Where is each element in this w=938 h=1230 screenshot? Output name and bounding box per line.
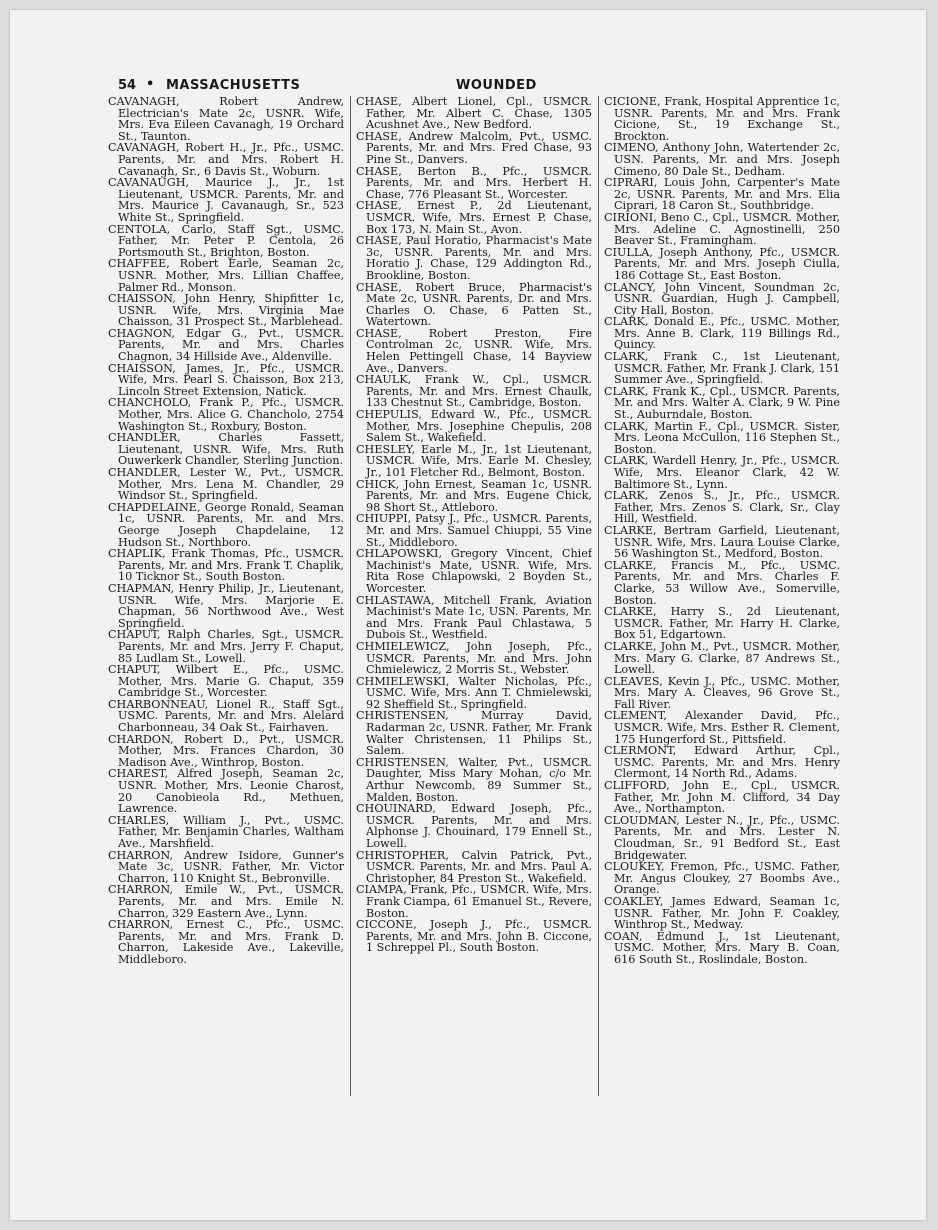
column-divider [350, 96, 351, 1096]
list-item: CHASE, Ernest P., 2d Lieutenant, USMCR. Wife, Mrs. Ernest P. Chase, Box 173, N. Main St., Avon. [356, 199, 592, 236]
list-item: CLARK, Wardell Henry, Jr., Pfc., USMCR. Wife, Mrs. Eleanor Clark, 42 W. Baltimore St., Lynn. [604, 454, 840, 491]
page-number: 54 [118, 78, 137, 93]
list-item: CHRISTENSEN, Walter, Pvt., USMCR. Daughter, Miss Mary Mohan, c/o Mr. Arthur Newcomb, 89 Summer St., Malden, Boston. [356, 755, 592, 804]
list-item: CHESLEY, Earle M., Jr., 1st Lieutenant, USMCR. Wife, Mrs. Earle M. Chesley, Jr., 101 Fletcher Rd., Belmont, Boston. [356, 442, 592, 479]
list-item: CAVANAGH, Robert H., Jr., Pfc., USMC. Parents, Mr. and Mrs. Robert H. Cavanagh, Sr., 6 Davis St., Woburn. [108, 141, 344, 178]
list-item: CHOUINARD, Edward Joseph, Pfc., USMCR. Parents, Mr. and Mrs. Alphonse J. Chouinard, 179 Ennell St., Lowell. [356, 802, 592, 850]
column-3 [604, 96, 840, 1100]
list-item: CHAPDELAINE, George Ronald, Seaman 1c, USNR. Parents, Mr. and Mrs. George Joseph Chapdelaine, 12 Hudson St., Northboro. [108, 500, 344, 549]
list-item: CLARKE, Francis M., Pfc., USMC. Parents, Mr. and Mrs. Charles F. Clarke, 53 Willow Ave., Somerville, Boston. [604, 558, 840, 607]
list-item: CIAMPA, Frank, Pfc., USMCR. Wife, Mrs. Frank Ciampa, 61 Emanuel St., Revere, Boston. [356, 883, 592, 920]
section-title: WOUNDED [456, 78, 537, 93]
list-item: CHIUPPI, Patsy J., Pfc., USMCR. Parents, Mr. and Mrs. Samuel Chiuppi, 55 Vine St., Middleboro. [356, 512, 592, 549]
list-item: CLARKE, Bertram Garfield, Lieutenant, USNR. Wife, Mrs. Laura Louise Clarke, 56 Washington St., Medford, Boston. [604, 523, 840, 561]
list-item: CLEMENT, Alexander David, Pfc., USMCR. Wife, Mrs. Esther R. Clement, 175 Hungerford St., Pittsfield. [604, 709, 840, 746]
header-bullet: • [146, 77, 155, 92]
list-item: CHASE, Berton B., Pfc., USMCR. Parents, Mr. and Mrs. Herbert H. Chase, 776 Pleasant St., Worcester. [356, 164, 592, 201]
list-item: CHASE, Robert Preston, Fire Controlman 2c, USNR. Wife, Mrs. Helen Pettingell Chase, 14 Bayview Ave., Danvers. [356, 326, 592, 375]
list-item: CHAPUT, Wilbert E., Pfc., USMC. Mother, Mrs. Marie G. Chaput, 359 Cambridge St., Worcester. [108, 663, 344, 700]
page-header [118, 78, 858, 98]
list-item: CLANCY, John Vincent, Soundman 2c, USNR. Guardian, Hugh J. Campbell, City Hall, Boston. [604, 280, 840, 317]
list-item: CHEPULIS, Edward W., Pfc., USMCR. Mother, Mrs. Josephine Chepulis, 208 Salem St., Wakefield. [356, 408, 592, 445]
column-1 [108, 96, 344, 1100]
list-item: CICIONE, Frank, Hospital Apprentice 1c, USNR. Parents, Mr. and Mrs. Frank Cicione, St., 19 Exchange St., Brockton. [604, 96, 840, 143]
list-item: CLARK, Frank K., Cpl., USMCR. Parents, Mr. and Mrs. Walter A. Clark, 9 W. Pine St., Auburndale, Boston. [604, 384, 840, 422]
list-item: CHAISSON, John Henry, Shipfitter 1c, USNR. Wife, Mrs. Virginia Mae Chaisson, 31 Prospect St., Marblehead. [108, 292, 344, 329]
list-item: CLERMONT, Edward Arthur, Cpl., USMC. Parents, Mr. and Mrs. Henry Clermont, 14 North Rd., Adams. [604, 744, 840, 781]
list-item: CHARDON, Robert D., Pvt., USMCR. Mother, Mrs. Frances Chardon, 30 Madison Ave., Winthrop, Boston. [108, 732, 344, 769]
list-item: CHAPLIK, Frank Thomas, Pfc., USMCR. Parents, Mr. and Mrs. Frank T. Chaplik, 10 Ticknor St., South Boston. [108, 547, 344, 584]
list-item: CLARK, Frank C., 1st Lieutenant, USMCR. Father, Mr. Frank J. Clark, 151 Summer Ave., Springfield. [604, 350, 840, 387]
list-item: CHLAPOWSKI, Gregory Vincent, Chief Machinist's Mate, USNR. Wife, Mrs. Rita Rose Chlapowski, 2 Boyden St., Worcester. [356, 547, 592, 595]
list-item: CLEAVES, Kevin J., Pfc., USMC. Mother, Mrs. Mary A. Cleaves, 96 Grove St., Fall River. [604, 674, 840, 711]
list-item: CHARRON, Ernest C., Pfc., USMC. Parents, Mr. and Mrs. Frank D. Charron, Lakeside Ave., Lakeville, Middleboro. [108, 918, 344, 966]
list-item: CHMIELEWICZ, John Joseph, Pfc., USMCR. Parents, Mr. and Mrs. John Chmielewicz, 2 Morris St., Webster. [356, 639, 592, 677]
list-item: CHARLES, William J., Pvt., USMC. Father, Mr. Benjamin Charles, Waltham Ave., Marshfield. [108, 813, 344, 850]
list-item: CLARKE, Harry S., 2d Lieutenant, USMCR. Father, Mr. Harry H. Clarke, Box 51, Edgartown. [604, 605, 840, 642]
list-item: CHRISTENSEN, Murray David, Radarman 2c, USNR. Father, Mr. Frank Walter Christensen, 11 Philips St., Salem. [356, 709, 592, 758]
list-item: CHASE, Robert Bruce, Pharmacist's Mate 2c, USNR. Parents, Dr. and Mrs. Charles O. Chase, 6 Patten St., Watertown. [356, 280, 592, 329]
list-item: CLOUDMAN, Lester N., Jr., Pfc., USMC. Parents, Mr. and Mrs. Lester N. Cloudman, Sr., 91 Bedford St., East Bridgewater. [604, 813, 840, 862]
state-title: MASSACHUSETTS [166, 78, 301, 93]
list-item: CHICK, John Ernest, Seaman 1c, USNR. Parents, Mr. and Mrs. Eugene Chick, 98 Short St., Attleboro. [356, 477, 592, 514]
list-item: CAVANAGH, Robert Andrew, Electrician's Mate 2c, USNR. Wife, Mrs. Eva Eileen Cavanagh, 19 Orchard St., Taunton. [108, 96, 344, 143]
list-item: CHMIELEWSKI, Walter Nicholas, Pfc., USMC. Wife, Mrs. Ann T. Chmielewski, 92 Sheffield St., Springfield. [356, 674, 592, 711]
list-item: CICCONE, Joseph J., Pfc., USMCR. Parents, Mr. and Mrs. John B. Ciccone, 1 Schreppel Pl., South Boston. [356, 918, 592, 955]
list-item: CHARRON, Emile W., Pvt., USMCR. Parents, Mr. and Mrs. Emile N. Charron, 329 Eastern Ave., Lynn. [108, 883, 344, 920]
list-item: CHAGNON, Edgar G., Pvt., USMCR. Parents, Mr. and Mrs. Charles Chagnon, 34 Hillside Ave., Aldenville. [108, 326, 344, 364]
list-item: CLARK, Zenos S., Jr., Pfc., USMCR. Father, Mrs. Zenos S. Clark, Sr., Clay Hill, Westfield. [604, 489, 840, 526]
list-item: CLOUKEY, Fremon, Pfc., USMC. Father, Mr. Angus Cloukey, 27 Boombs Ave., Orange. [604, 860, 840, 897]
list-item: CHARRON, Andrew Isidore, Gunner's Mate 3c, USNR. Father, Mr. Victor Charron, 110 Knight St., Bebronville. [108, 848, 344, 885]
list-item: CHAFFEE, Robert Earle, Seaman 2c, USNR. Mother, Mrs. Lillian Chaffee, Palmer Rd., Monson. [108, 257, 344, 294]
column-divider [598, 96, 599, 1096]
list-item: CHASE, Andrew Malcolm, Pvt., USMC. Parents, Mr. and Mrs. Fred Chase, 93 Pine St., Danvers. [356, 129, 592, 166]
list-item: CHAISSON, James, Jr., Pfc., USMCR. Wife, Mrs. Pearl S. Chaisson, Box 213, Lincoln Street Extension, Natick. [108, 361, 344, 398]
list-item: CHASE, Paul Horatio, Pharmacist's Mate 3c, USNR. Parents, Mr. and Mrs. Horatio J. Chase, 129 Addington Rd., Brookline, Boston. [356, 234, 592, 282]
list-item: CLIFFORD, John E., Cpl., USMCR. Father, Mr. John M. Clifford, 34 Day Ave., Northampton. [604, 779, 840, 816]
list-item: CLARK, Martin F., Cpl., USMCR. Sister, Mrs. Leona McCullon, 116 Stephen St., Boston. [604, 419, 840, 456]
list-item: CHRISTOPHER, Calvin Patrick, Pvt., USMCR. Parents, Mr. and Mrs. Paul A. Christopher, 84 Preston St., Wakefield. [356, 848, 592, 885]
list-item: CHASE, Albert Lionel, Cpl., USMCR. Father, Mr. Albert C. Chase, 1305 Acushnet Ave., New Bedford. [356, 96, 592, 132]
list-item: CHAREST, Alfred Joseph, Seaman 2c, USNR. Mother, Mrs. Leonie Charost, 20 Canobieola Rd., Methuen, Lawrence. [108, 767, 344, 816]
list-item: CLARKE, John M., Pvt., USMCR. Mother, Mrs. Mary G. Clarke, 87 Andrews St., Lowell. [604, 639, 840, 677]
list-item: COAN, Edmund J., 1st Lieutenant, USMC. Mother, Mrs. Mary B. Coan, 616 South St., Roslindale, Boston. [604, 929, 840, 966]
list-item: CHARBONNEAU, Lionel R., Staff Sgt., USMC. Parents, Mr. and Mrs. Alelard Charbonneau, 34 Oak St., Fairhaven. [108, 697, 344, 735]
list-item: COAKLEY, James Edward, Seaman 1c, USNR. Father, Mr. John F. Coakley, Winthrop St., Medway. [604, 894, 840, 932]
list-item: CENTOLA, Carlo, Staff Sgt., USMC. Father, Mr. Peter P. Centola, 26 Portsmouth St., Brighton, Boston. [108, 222, 344, 259]
list-item: CIRIONI, Beno C., Cpl., USMCR. Mother, Mrs. Adeline C. Agnostinelli, 250 Beaver St., Framingham. [604, 210, 840, 248]
list-item: CIPRARI, Louis John, Carpenter's Mate 2c, USNR. Parents, Mr. and Mrs. Elia Ciprari, 18 Caron St., Southbridge. [604, 176, 840, 213]
list-item: CHLASTAWA, Mitchell Frank, Aviation Machinist's Mate 1c, USN. Parents, Mr. and Mrs. Frank Paul Chlastawa, 5 Dubois St., Westfield. [356, 593, 592, 642]
list-item: CHANCHOLO, Frank P., Pfc., USMCR. Mother, Mrs. Alice G. Chancholo, 2754 Washington St., Roxbury, Boston. [108, 396, 344, 433]
list-item: CHANDLER, Charles Fassett, Lieutenant, USNR. Wife, Mrs. Ruth Ouwerkerk Chandler, Sterling Junction. [108, 431, 344, 468]
list-item: CLARK, Donald E., Pfc., USMC. Mother, Mrs. Anne B. Clark, 119 Billings Rd., Quincy. [604, 315, 840, 352]
list-item: CHAPUT, Ralph Charles, Sgt., USMCR. Parents, Mr. and Mrs. Jerry F. Chaput, 85 Ludlam St., Lowell. [108, 628, 344, 665]
list-item: CIULLA, Joseph Anthony, Pfc., USMCR. Parents, Mr. and Mrs. Joseph Ciulla, 186 Cottage St., East Boston. [604, 245, 840, 282]
list-item: CHAULK, Frank W., Cpl., USMCR. Parents, Mr. and Mrs. Ernest Chaulk, 133 Chestnut St., Cambridge, Boston. [356, 373, 592, 410]
list-item: CHANDLER, Lester W., Pvt., USMCR. Mother, Mrs. Lena M. Chandler, 29 Windsor St., Springfield. [108, 466, 344, 503]
list-item: CIMENO, Anthony John, Watertender 2c, USN. Parents, Mr. and Mrs. Joseph Cimeno, 80 Dale St., Dedham. [604, 141, 840, 178]
column-2 [356, 96, 592, 1100]
list-item: CAVANAUGH, Maurice J., Jr., 1st Lieutenant, USMCR. Parents, Mr. and Mrs. Maurice J. Cavanaugh, Sr., 523 White St., Springfield. [108, 176, 344, 224]
list-item: CHAPMAN, Henry Philip, Jr., Lieutenant, USNR. Wife, Mrs. Marjorie E. Chapman, 56 Northwood Ave., West Springfield. [108, 581, 344, 630]
